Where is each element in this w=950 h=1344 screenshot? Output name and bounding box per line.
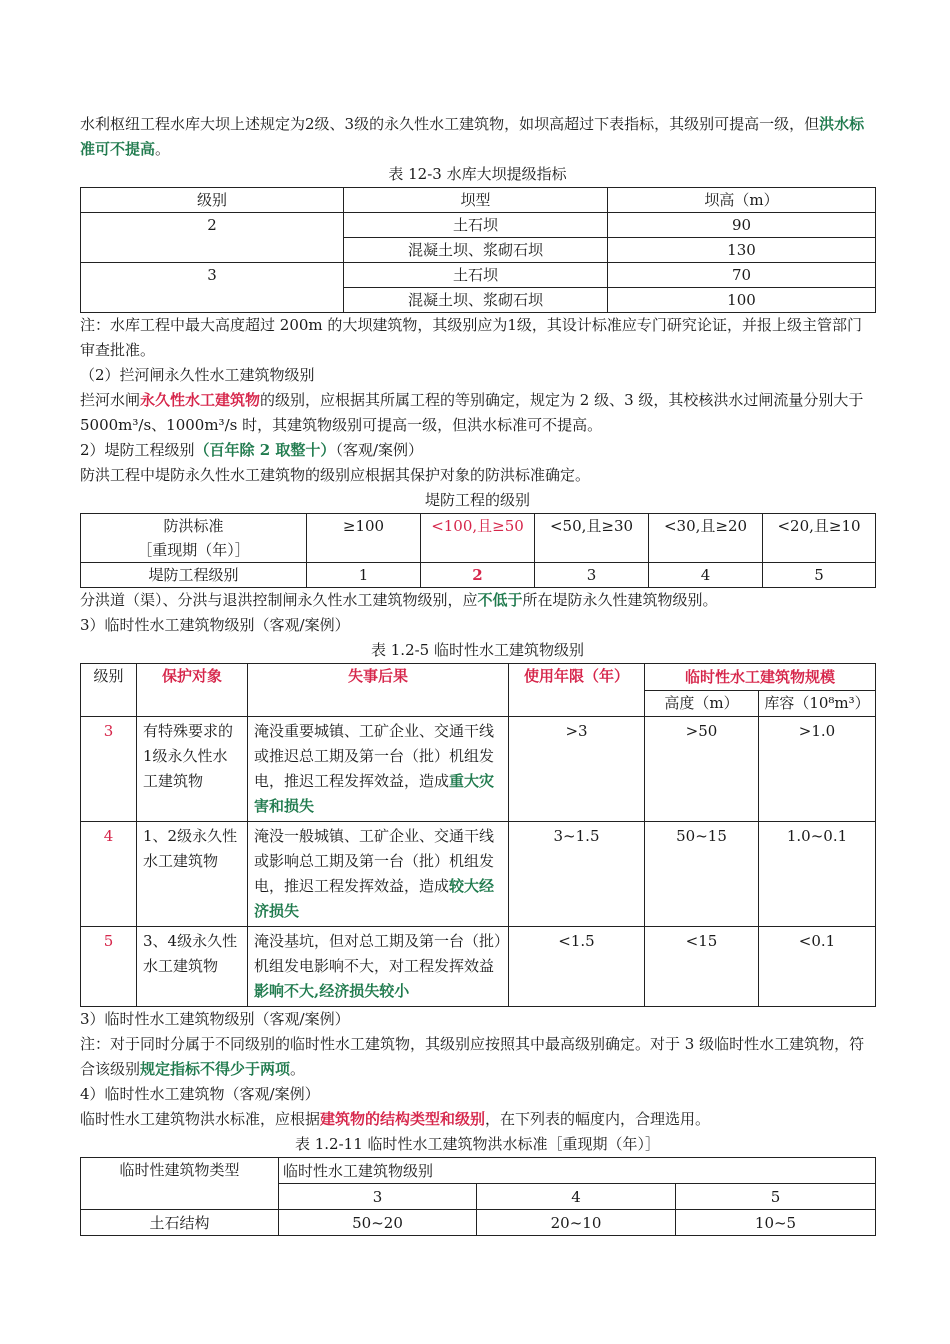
protect-cell: 有特殊要求的1级永久性水工建筑物 [137, 717, 248, 822]
flood-text: 临时性水工建筑物洪水标准，应根据 [80, 1110, 321, 1128]
header-cell: 临时性水工建筑物规模 [645, 664, 876, 691]
consequence-cell [248, 927, 509, 1007]
levee-heading-text: 2）堤防工程级别 [80, 441, 195, 459]
table-row [81, 213, 876, 238]
years-cell: 3~1.5 [509, 822, 645, 927]
height-cell: 130 [608, 238, 876, 263]
level-label-cell: 堤防工程级别 [81, 563, 307, 588]
capacity-cell: <0.1 [759, 927, 876, 1007]
years-cell: <1.5 [509, 927, 645, 1007]
header-cell: 失事后果 [248, 664, 509, 717]
level-cell: 4 [477, 1184, 676, 1210]
table-row [81, 263, 876, 288]
temp-note-heading: 3）临时性水工建筑物级别（客观/案例） [80, 1010, 350, 1028]
header-cell: 临时性水工建筑物级别 [279, 1158, 876, 1184]
table-row [81, 717, 876, 822]
sluice-text: 拦河水闸 [80, 391, 141, 409]
value-cell: 10~5 [676, 1210, 876, 1236]
level-cell: 4 [649, 563, 763, 588]
level-cell: 3 [535, 563, 649, 588]
consequence-text: 淹没一般城镇、工矿企业、交通干线或影响总工期及第一台（批）机组发电，推迟工程发挥效益，造成 [254, 827, 495, 895]
levee-heading-end: （客观/案例） [335, 441, 423, 459]
level-cell: 3 [81, 717, 137, 822]
intro-highlight: 洪水标准可不提高 [80, 115, 865, 158]
table-row [81, 1210, 876, 1236]
temp-heading: 3）临时性水工建筑物级别（客观/案例） [80, 616, 350, 634]
flood-table-caption: 表 1.2-11 临时性水工建筑物洪水标准［重现期（年）］ [294, 1135, 661, 1153]
dam-table-caption: 表 12-3 水库大坝提级指标 [388, 165, 567, 183]
intro-text: 水利枢纽工程水库大坝上述规定为2级、3级的永久性水工建筑物，如坝高超过下表指标，其级别可提高一级，但 [80, 115, 820, 133]
consequence-cell [248, 717, 509, 822]
flood-paragraph [80, 1107, 875, 1132]
header-cell: 高度（m） [645, 691, 759, 717]
table-header-row [81, 188, 876, 213]
table-row [81, 822, 876, 927]
level-cell: 4 [81, 822, 137, 927]
standard-cell: <20,且≥10 [763, 514, 876, 563]
height-cell: >50 [645, 717, 759, 822]
temp-note-paragraph [80, 1032, 875, 1082]
diversion-highlight: 不低于 [477, 591, 523, 609]
level-cell: 5 [676, 1184, 876, 1210]
consequence-cell [248, 822, 509, 927]
temp-note-text: 注：对于同时分属于不同级别的临时性水工建筑物，其级别应按照其中最高级别确定。对于 3 级临时性水工建筑物，符合该级别 [80, 1035, 865, 1078]
level-cell: 5 [763, 563, 876, 588]
flood-highlight: 建筑物的结构类型和级别 [320, 1110, 486, 1128]
diversion-end: 所在堤防永久性建筑物级别。 [522, 591, 718, 609]
height-cell: 50~15 [645, 822, 759, 927]
standard-cell: ≥100 [307, 514, 421, 563]
consequence-highlight: 重大灾害和损失 [254, 772, 495, 815]
table-row [81, 927, 876, 1007]
years-cell: >3 [509, 717, 645, 822]
standard-label-cell [81, 514, 307, 563]
flood-end: ，在下列表的幅度内，合理选用。 [485, 1110, 711, 1128]
height-cell: 100 [608, 288, 876, 313]
standard-cell: <50,且≥30 [535, 514, 649, 563]
temp-table-caption: 表 1.2-5 临时性水工建筑物级别 [370, 641, 584, 659]
header-cell: 使用年限（年） [509, 664, 645, 717]
level-cell: 2 [81, 213, 344, 263]
consequence-highlight: 较大经济损失 [254, 877, 495, 920]
temp-note-end: 。 [290, 1060, 306, 1078]
type-cell: 混凝土坝、浆砌石坝 [344, 288, 608, 313]
sluice-heading: （2）拦河闸永久性水工建筑物级别 [80, 366, 315, 384]
levee-heading-highlight: （百年除 2 取整十） [194, 441, 336, 459]
dam-table [80, 187, 876, 313]
protect-cell: 1、2级永久性水工建筑物 [137, 822, 248, 927]
table-row [81, 514, 876, 563]
height-cell: 70 [608, 263, 876, 288]
level-cell: 2 [421, 563, 535, 588]
sluice-highlight: 永久性水工建筑物 [140, 391, 261, 409]
flood-heading: 4）临时性水工建筑物（客观/案例） [80, 1085, 320, 1103]
header-cell: 级别 [81, 188, 344, 213]
consequence-text: 淹没基坑，但对总工期及第一台（批）机组发电影响不大，对工程发挥效益 [254, 932, 502, 975]
value-cell: 50~20 [279, 1210, 477, 1236]
height-cell: 90 [608, 213, 876, 238]
note-paragraph: 注：水库工程中最大高度超过 200m 的大坝建筑物，其级别应为1级，其设计标准应专门研究论证，并报上级主管部门审查批准。 [80, 316, 862, 359]
type-cell: 混凝土坝、浆砌石坝 [344, 238, 608, 263]
capacity-cell: >1.0 [759, 717, 876, 822]
levee-table [80, 513, 876, 588]
header-cell: 级别 [81, 664, 137, 717]
consequence-highlight: 影响不大,经济损失较小 [254, 982, 410, 1000]
type-cell: 土石坝 [344, 263, 608, 288]
height-cell: <15 [645, 927, 759, 1007]
temp-table [80, 663, 876, 1007]
diversion-text: 分洪道（渠）、分洪与退洪控制闸永久性水工建筑物级别，应 [80, 591, 478, 609]
levee-paragraph: 防洪工程中堤防永久性水工建筑物的级别应根据其保护对象的防洪标准确定。 [80, 466, 591, 484]
value-cell: 20~10 [477, 1210, 676, 1236]
intro-paragraph [80, 112, 875, 162]
diversion-paragraph [80, 588, 875, 613]
level-cell: 5 [81, 927, 137, 1007]
standard-cell: <100,且≥50 [421, 514, 535, 563]
table-row [81, 563, 876, 588]
capacity-cell: 1.0~0.1 [759, 822, 876, 927]
type-cell: 土石结构 [81, 1210, 279, 1236]
consequence-text: 淹没重要城镇、工矿企业、交通干线或推迟总工期及第一台（批）机组发电，推迟工程发挥效益，造成 [254, 722, 495, 790]
header-cell: 保护对象 [137, 664, 248, 717]
temp-note-highlight: 规定指标不得少于两项 [140, 1060, 291, 1078]
sluice-text-rest: 的级别，应根据其所属工程的等别确定，规定为 2 级、3 级，其校核洪水过闸流量分别大于 5000m³/s、1000m³/s 时，其建筑物级别可提高一级，但洪水标准可不提高。 [80, 391, 864, 434]
standard-label: 防洪标准 [163, 517, 224, 535]
levee-table-caption: 堤防工程的级别 [424, 491, 530, 509]
intro-end: 。 [155, 140, 171, 158]
level-cell: 3 [279, 1184, 477, 1210]
flood-table [80, 1157, 876, 1236]
table-header-row [81, 1158, 876, 1184]
type-cell: 土石坝 [344, 213, 608, 238]
header-cell: 库容（10⁸m³） [759, 691, 876, 717]
header-cell: 坝型 [344, 188, 608, 213]
sluice-paragraph [80, 388, 875, 438]
table-header-row [81, 664, 876, 691]
standard-cell: <30,且≥20 [649, 514, 763, 563]
standard-label-sub: ［重现期（年）］ [137, 541, 250, 559]
document-page [80, 112, 875, 1236]
protect-cell: 3、4级永久性水工建筑物 [137, 927, 248, 1007]
level-cell: 3 [81, 263, 344, 313]
level-cell: 1 [307, 563, 421, 588]
levee-heading [80, 438, 875, 463]
header-cell: 临时性建筑物类型 [81, 1158, 279, 1210]
header-cell: 坝高（m） [608, 188, 876, 213]
